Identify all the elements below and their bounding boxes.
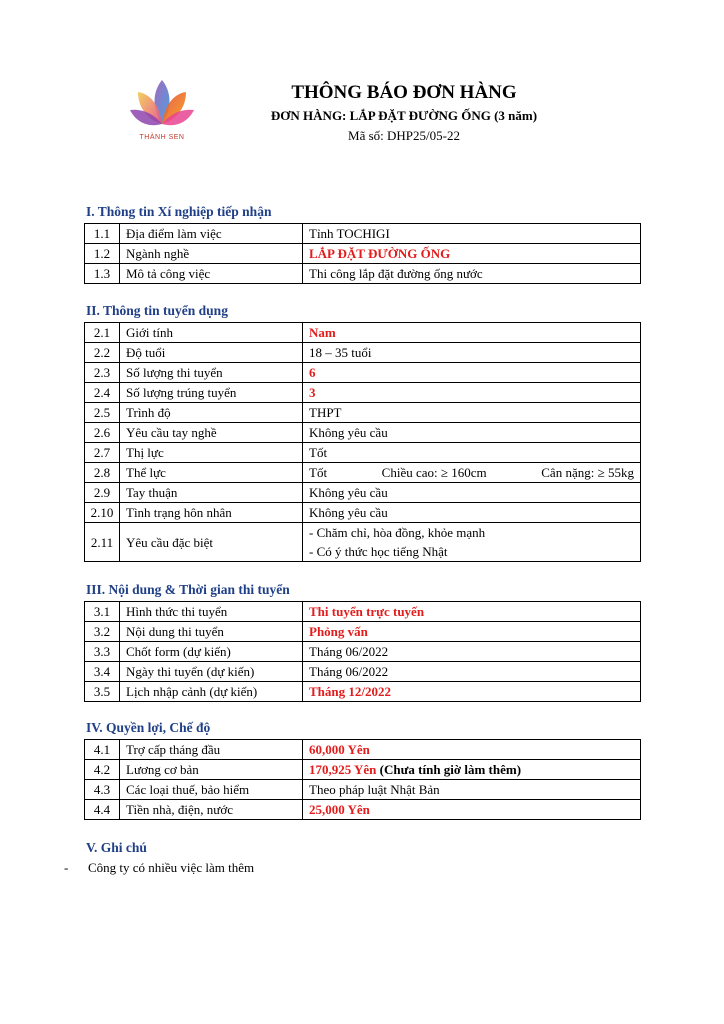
row-label: Thể lực [120,463,303,483]
row-label: Độ tuổi [120,343,303,363]
row-label: Yêu cầu đặc biệt [120,523,303,562]
row-value: Tháng 06/2022 [303,642,641,662]
row-label: Hình thức thi tuyển [120,602,303,622]
row-value: THPT [303,403,641,423]
lotus-icon [128,76,196,134]
section-1-heading: I. Thông tin Xí nghiệp tiếp nhận [86,204,272,219]
row-number: 2.8 [85,463,120,483]
row-value: 60,000 Yên [303,740,641,760]
row-value: Tốt [303,443,641,463]
row-label: Số lượng thi tuyển [120,363,303,383]
row-value: LẮP ĐẶT ĐƯỜNG ỐNG [303,244,641,264]
row-number: 4.4 [85,800,120,820]
company-logo [128,76,196,154]
row-label: Số lượng trúng tuyển [120,383,303,403]
table-row [85,323,641,343]
row-number: 1.3 [85,264,120,284]
table-row [85,740,641,760]
row-number: 3.4 [85,662,120,682]
row-number: 2.10 [85,503,120,523]
table-row [85,244,641,264]
row-value [303,523,641,562]
row-value: Tháng 06/2022 [303,662,641,682]
row-label: Lịch nhập cảnh (dự kiến) [120,682,303,702]
row-label: Thị lực [120,443,303,463]
row-number: 4.2 [85,760,120,780]
table-row [85,523,641,562]
row-number: 3.1 [85,602,120,622]
section-4-table [84,739,641,820]
row-number: 2.7 [85,443,120,463]
section-3-heading: III. Nội dung & Thời gian thi tuyển [86,582,290,597]
table-row [85,800,641,820]
row-number: 1.1 [85,224,120,244]
note-bullet: - [64,860,69,875]
header [244,80,564,146]
special-requirement-2: - Có ý thức học tiếng Nhật [309,544,448,559]
row-label: Trợ cấp tháng đầu [120,740,303,760]
section-2-heading: II. Thông tin tuyển dụng [86,303,228,318]
row-number: 2.11 [85,523,120,562]
table-row [85,642,641,662]
row-value: Không yêu cầu [303,423,641,443]
row-label: Giới tính [120,323,303,343]
section-5-heading: V. Ghi chú [86,840,147,855]
row-label: Ngành nghề [120,244,303,264]
row-number: 4.1 [85,740,120,760]
row-number: 1.2 [85,244,120,264]
table-row [85,760,641,780]
row-number: 3.5 [85,682,120,702]
row-label: Ngày thi tuyển (dự kiến) [120,662,303,682]
section-1-table [84,223,641,284]
row-number: 2.2 [85,343,120,363]
table-row [85,264,641,284]
row-value [303,760,641,780]
row-label: Các loại thuế, bảo hiểm [120,780,303,800]
table-row [85,682,641,702]
row-value: 25,000 Yên [303,800,641,820]
table-row [85,622,641,642]
table-row [85,662,641,682]
row-value: Không yêu cầu [303,503,641,523]
row-value: Tháng 12/2022 [303,682,641,702]
special-requirement-1: - Chăm chỉ, hòa đồng, khỏe mạnh [309,525,486,540]
brand-name: THÀNH SEN [139,134,185,141]
row-value: Không yêu cầu [303,483,641,503]
row-value: 3 [303,383,641,403]
table-row [85,780,641,800]
row-number: 2.4 [85,383,120,403]
section-3-table [84,601,641,702]
row-number: 2.6 [85,423,120,443]
row-label: Mô tả công việc [120,264,303,284]
table-row [85,443,641,463]
table-row [85,483,641,503]
row-label: Lương cơ bản [120,760,303,780]
weight-requirement: Cân nặng: ≥ 55kg [541,465,634,480]
row-number: 3.2 [85,622,120,642]
row-value [303,463,641,483]
row-number: 2.3 [85,363,120,383]
row-value: Thi công lắp đặt đường ống nước [303,264,641,284]
row-label: Nội dung thi tuyển [120,622,303,642]
row-value: Phỏng vấn [303,622,641,642]
note-text: Công ty có nhiều việc làm thêm [88,860,255,875]
table-row [85,343,641,363]
table-row [85,363,641,383]
row-value: Thi tuyển trực tuyến [303,602,641,622]
table-row [85,503,641,523]
table-row [85,423,641,443]
table-row [85,463,641,483]
section-2-table [84,322,641,562]
page-title: THÔNG BÁO ĐƠN HÀNG [291,82,517,103]
row-label: Chốt form (dự kiến) [120,642,303,662]
row-label: Yêu cầu tay nghề [120,423,303,443]
row-value: Tỉnh TOCHIGI [303,224,641,244]
row-value: 18 – 35 tuổi [303,343,641,363]
height-requirement: Chiều cao: ≥ 160cm [381,465,487,480]
salary-note: (Chưa tính giờ làm thêm) [379,762,522,777]
salary-amount: 170,925 Yên [309,762,377,777]
row-value: Theo pháp luật Nhật Bản [303,780,641,800]
row-number: 2.5 [85,403,120,423]
fitness-value: Tốt [309,465,328,480]
order-code: Mã số: DHP25/05-22 [348,128,460,143]
table-row [85,602,641,622]
row-label: Địa điểm làm việc [120,224,303,244]
row-value: Nam [303,323,641,343]
section-4-heading: IV. Quyền lợi, Chế độ [86,720,211,735]
row-number: 2.1 [85,323,120,343]
table-row [85,383,641,403]
row-label: Tình trạng hôn nhân [120,503,303,523]
table-row [85,403,641,423]
row-number: 2.9 [85,483,120,503]
order-subtitle: ĐƠN HÀNG: LẮP ĐẶT ĐƯỜNG ỐNG (3 năm) [270,108,538,123]
row-number: 4.3 [85,780,120,800]
table-row [85,224,641,244]
row-label: Tay thuận [120,483,303,503]
row-number: 3.3 [85,642,120,662]
row-label: Trình độ [120,403,303,423]
row-label: Tiền nhà, điện, nước [120,800,303,820]
row-value: 6 [303,363,641,383]
